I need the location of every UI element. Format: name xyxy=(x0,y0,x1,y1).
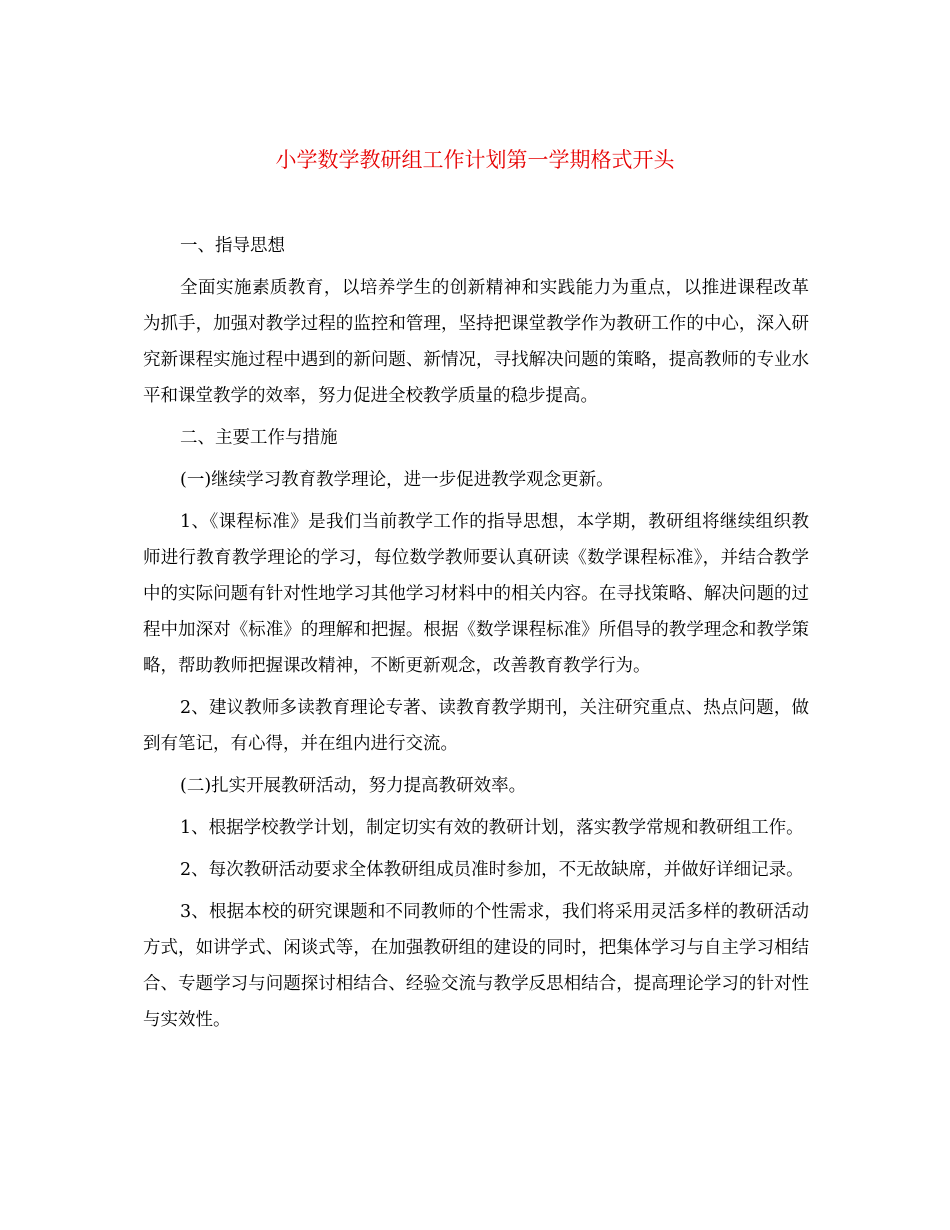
paragraph-item-1-2: 2、建议教师多读教育理论专著、读教育教学期刊，关注研究重点、热点问题，做到有笔记，有心得，并在组内进行交流。 xyxy=(143,698,809,754)
document-title: 小学数学教研组工作计划第一学期格式开头 xyxy=(275,148,675,172)
paragraph-item-1-1: 1、《课程标准》是我们当前教学工作的指导思想，本学期，教研组将继续组织教师进行教育教学理论的学习，每位数学教师要认真研读《数学课程标准》，并结合教学中的实际问题有针对性地学习其他学习材料中的相关内容。在寻找策略、解决问题的过程中加深对《标准》的理解和把握。根据《数学课程标准》所倡导的教学理念和教学策略，帮助教师把握课改精神，不断更新观念，改善教育教学行为。 xyxy=(143,512,809,676)
subsection-heading-2: (二)扎实开展教研活动，努力提高教研效率。 xyxy=(180,776,527,796)
paragraph-item-2-3: 3、根据本校的研究课题和不同教师的个性需求，我们将采用灵活多样的教研活动方式，如讲学式、闲谈式等，在加强教研组的建设的同时，把集体学习与自主学习相结合、专题学习与问题探讨相结合、经验交流与教学反思相结合，提高理论学习的针对性与实效性。 xyxy=(143,902,809,1030)
paragraph-guiding-ideology: 全面实施素质教育，以培养学生的创新精神和实践能力为重点，以推进课程改革为抓手，加强对教学过程的监控和管理，坚持把课堂教学作为教研工作的中心，深入研究新课程实施过程中遇到的新问题、新情况，寻找解决问题的策略，提高教师的专业水平和课堂教学的效率，努力促进全校教学质量的稳步提高。 xyxy=(143,278,809,406)
paragraph-item-2-1: 1、根据学校教学计划，制定切实有效的教研计划，落实教学常规和教研组工作。 xyxy=(180,818,804,838)
subsection-heading-1: (一)继续学习教育教学理论，进一步促进教学观念更新。 xyxy=(180,470,614,490)
document-body xyxy=(143,228,809,1044)
section-heading-guiding-ideology: 一、指导思想 xyxy=(180,236,285,256)
section-heading-main-work: 二、主要工作与措施 xyxy=(180,428,338,448)
paragraph-item-2-2: 2、每次教研活动要求全体教研组成员准时参加，不无故缺席，并做好详细记录。 xyxy=(180,860,804,880)
